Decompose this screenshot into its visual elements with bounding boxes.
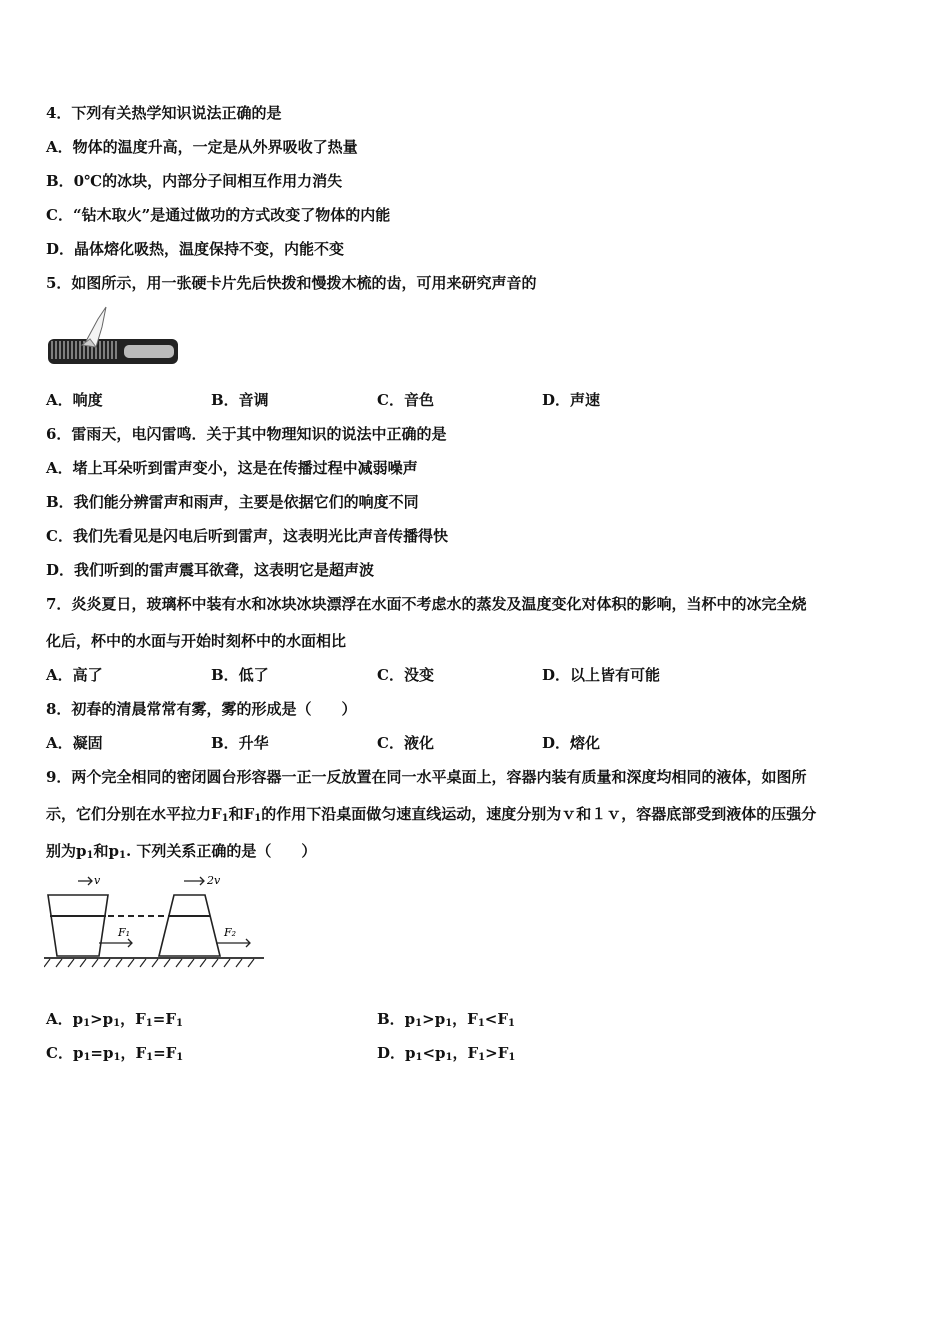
q8-option-b: B．升华 bbox=[211, 734, 269, 752]
q9-stem-line2: 示，它们分别在水平拉力$F_1$和$F_1$的作用下沿桌面做匀速直线运动，速度分别为ｖ和１ｖ，容器底部受到液体的压强分 bbox=[46, 805, 817, 824]
q7-stem-line1: 7．炎炎夏日，玻璃杯中装有水和冰块冰块漂浮在水面不考虑水的蒸发及温度变化对体积的影响，当杯中的冰完全烧 bbox=[46, 595, 807, 613]
q9-stem-line1: 9．两个完全相同的密闭圆台形容器一正一反放置在同一水平桌面上，容器内装有质量和深度均相同的液体，如图所 bbox=[46, 768, 807, 786]
q8-option-a: A．凝固 bbox=[46, 734, 103, 752]
q6-option-b: B．我们能分辨雷声和雨声，主要是依据它们的响度不同 bbox=[46, 493, 419, 511]
q4-option-d: D．晶体熔化吸热，温度保持不变，内能不变 bbox=[46, 240, 345, 258]
q6-option-d: D．我们听到的雷声震耳欲聋，这表明它是超声波 bbox=[46, 561, 375, 579]
ground-hatch bbox=[44, 958, 264, 967]
comb-icon bbox=[48, 339, 178, 364]
force-label-1: F₁ bbox=[118, 926, 131, 939]
q6-stem: 6．雷雨天，电闪雷鸣．关于其中物理知识的说法中正确的是 bbox=[46, 425, 447, 443]
velocity-label-2: 2v bbox=[207, 874, 221, 887]
comb-card-figure bbox=[46, 305, 181, 369]
q7-option-c: C．没变 bbox=[377, 666, 434, 684]
q8-stem: 8．初春的清晨常常有雾，雾的形成是（ ） bbox=[46, 700, 357, 718]
q9-stem-line3: 别为$p_1$和$p_1$. 下列关系正确的是（ ） bbox=[46, 842, 317, 861]
q5-option-d: D．声速 bbox=[542, 391, 601, 409]
q5-stem: 5．如图所示，用一张硬卡片先后快拨和慢拨木梳的齿，可用来研究声音的 bbox=[46, 274, 537, 292]
q9-option-d: D．$p_1<p_1$，$F_1>F_1$ bbox=[377, 1044, 516, 1063]
velocity-arrow-2 bbox=[184, 877, 204, 885]
q4-stem: 4．下列有关热学知识说法正确的是 bbox=[46, 104, 282, 122]
q7-option-a: A．高了 bbox=[46, 666, 103, 684]
q8-option-d: D．熔化 bbox=[542, 734, 601, 752]
velocity-arrow-1 bbox=[78, 877, 92, 885]
q5-option-c: C．音色 bbox=[377, 391, 434, 409]
q6-option-c: C．我们先看见是闪电后听到雷声，这表明光比声音传播得快 bbox=[46, 527, 448, 545]
q7-option-b: B．低了 bbox=[211, 666, 269, 684]
q7-option-d: D．以上皆有可能 bbox=[542, 666, 661, 684]
q7-stem-line2: 化后，杯中的水面与开始时刻杯中的水面相比 bbox=[46, 632, 347, 650]
force-arrow-2 bbox=[216, 939, 250, 947]
velocity-label-1: v bbox=[94, 874, 101, 887]
q4-option-b: B．0℃的冰块，内部分子间相互作用力消失 bbox=[46, 172, 343, 190]
q6-option-a: A．堵上耳朵听到雷声变小，这是在传播过程中减弱噪声 bbox=[46, 459, 418, 477]
containers-figure bbox=[44, 870, 266, 975]
q4-option-a: A．物体的温度升高，一定是从外界吸收了热量 bbox=[46, 138, 358, 156]
upright-container bbox=[159, 895, 220, 956]
q4-option-c: C．“钻木取火”是通过做功的方式改变了物体的内能 bbox=[46, 206, 391, 224]
q5-option-b: B．音调 bbox=[211, 391, 269, 409]
force-label-2: F₂ bbox=[224, 926, 237, 939]
inverted-container bbox=[48, 895, 108, 956]
q9-option-c: C．$p_1=p_1$，$F_1=F_1$ bbox=[46, 1044, 184, 1063]
q8-option-c: C．液化 bbox=[377, 734, 434, 752]
q9-option-a: A．$p_1>p_1$，$F_1=F_1$ bbox=[46, 1010, 183, 1029]
q5-option-a: A．响度 bbox=[46, 391, 103, 409]
force-arrow-1 bbox=[99, 939, 132, 947]
q9-option-b: B．$p_1>p_1$，$F_1<F_1$ bbox=[377, 1010, 515, 1029]
